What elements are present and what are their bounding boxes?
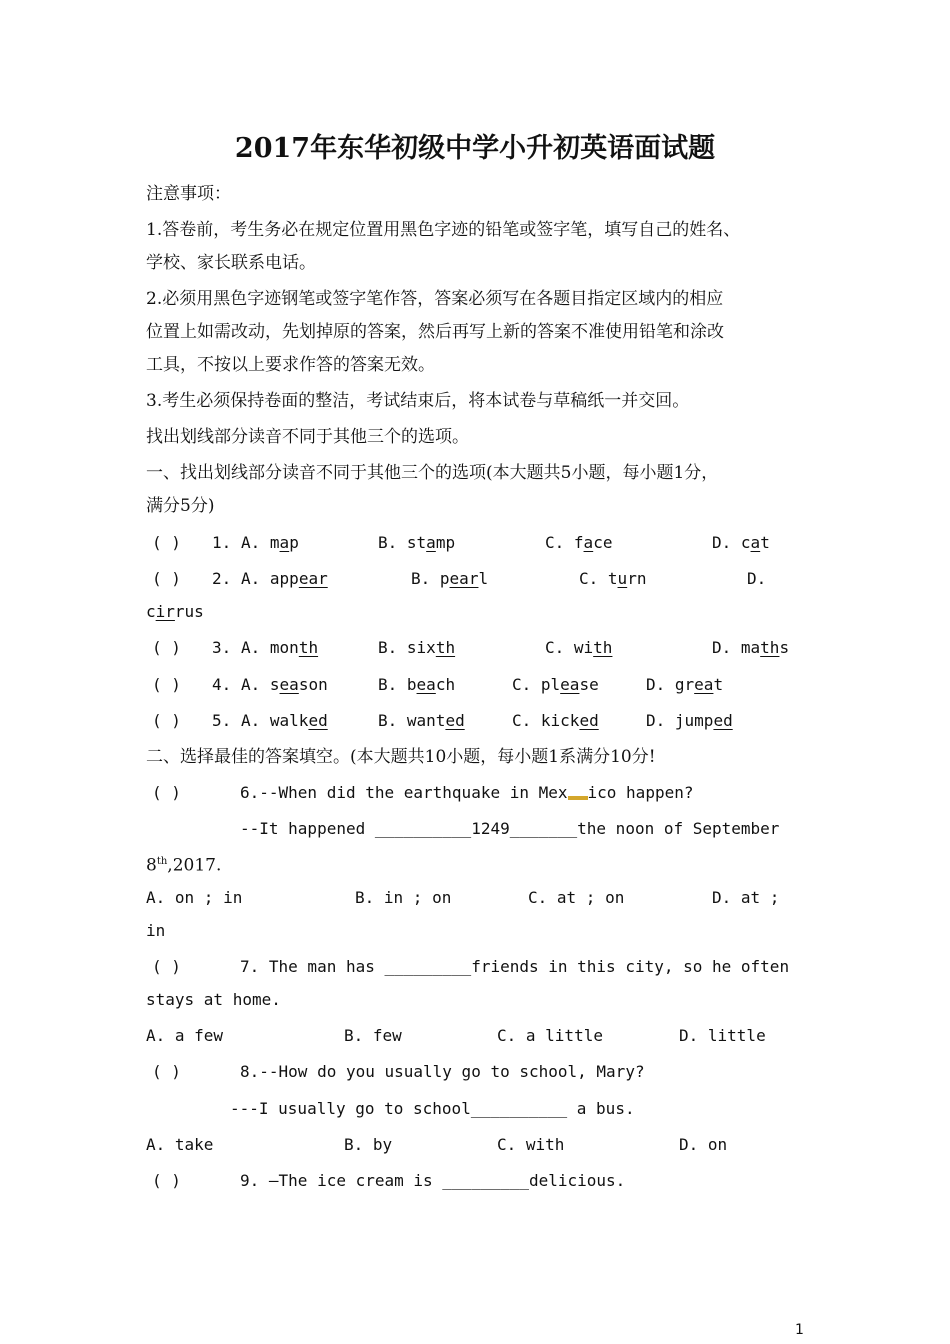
answer-bracket: ( ) — [152, 569, 181, 588]
option-d: D. on — [679, 1135, 728, 1154]
page-title: 2017年东华初级中学小升初英语面试题 — [234, 133, 716, 164]
note-2-line-2: 位置上如需改动，先划掉原的答案，然后再写上新的答案不准使用铅笔和涂改 — [146, 322, 724, 342]
option-d: D. maths — [712, 638, 790, 657]
page-number: 1 — [795, 1322, 804, 1338]
answer-bracket: ( ) — [152, 1062, 181, 1081]
option-a: A. map — [241, 533, 299, 552]
answer-bracket: ( ) — [152, 1171, 181, 1190]
question-stem: 7. The man has _________friends in this city, so he often — [240, 957, 790, 976]
question-number: 3. — [212, 638, 232, 657]
option-d: D. jumped — [646, 711, 733, 730]
note-1-line-2: 学校、家长联系电话。 — [146, 253, 316, 273]
question-stem: 9. –The ice cream is _________delicious. — [240, 1171, 626, 1190]
option-b: B. beach — [378, 675, 456, 694]
option-c: C. at ; on — [528, 888, 625, 907]
option-a: A. a few — [146, 1026, 224, 1045]
answer-bracket: ( ) — [152, 711, 181, 730]
option-a: A. walked — [241, 711, 328, 730]
option-b: B. by — [344, 1135, 393, 1154]
option-b: B. few — [344, 1026, 402, 1045]
option-d: D. little — [679, 1026, 766, 1045]
option-b: B. wanted — [378, 711, 465, 730]
option-d: D. at ; — [712, 888, 780, 907]
question-number: 4. — [212, 675, 232, 694]
question-stem: 6.--When did the earthquake in Mex ico happen? — [240, 783, 694, 802]
answer-bracket: ( ) — [152, 957, 181, 976]
option-c: C. with — [545, 638, 613, 657]
exam-page: 2017年东华初级中学小升初英语面试题 注意事项： 1.答卷前，考生务必在规定位置用黑色字迹的铅笔或签字笔，填写自己的姓名、 学校、家长联系电话。 2.必须用黑色字迹钢笔或签字笔作答，答案必须写在各题目指定区域内的相应 位置上如需改动，先划掉原的答案，然后再写上新的答案不准使用铅笔和涂改 工具，不按以上要求作答的答案无效。 3.考生必须保持卷面的整洁，考试结束后，将本试卷与草稿纸一并交回。 找出划线部分读音不同于其他三个的选项。 一、找出划线部分读音不同于其他三个的选项(本大题共5小题，每小题1分， 满分5分) ( ) 1. A. map B. stamp C. face D. cat ( ) 2. A. appear B. pearl C. turn D. cirrus ( ) 3. A. month B. sixth C. with D. maths ( ) 4. A. season B. beach C. please D. great ( ) 5. A. walked B. wanted C. kicked D. jumped 二、选择最佳的答案填空。(本大题共10小题，每小题1系满分10分! ( ) 6.--When did the earthquake in Mex ico happen? --It happened __________1249_______the noon of September 8th,2017. A. on ; in B. in ; on C. at ; on D. at ; in ( ) 7. The man has _________friends in this city, so he often stays at home. A. a few B. few C. a little D. little ( ) 8.--How do you usually go to school, Mary? ---I usually go to school__________ a bus. A. take B. by C. with D. on ( ) 9. –The ice cream is _________delicious. 1 — [0, 0, 950, 1344]
highlight-mark — [568, 796, 588, 800]
notes-heading: 注意事项： — [146, 184, 231, 204]
option-d-wrapped: cirrus — [146, 602, 204, 621]
answer-bracket: ( ) — [152, 675, 181, 694]
option-c: C. face — [545, 533, 613, 552]
section-1-heading: 一、找出划线部分读音不同于其他三个的选项(本大题共5小题，每小题1分， — [146, 463, 719, 483]
option-d: D. great — [646, 675, 724, 694]
option-a: A. take — [146, 1135, 214, 1154]
instruction: 找出划线部分读音不同于其他三个的选项。 — [146, 427, 469, 447]
option-c: C. please — [512, 675, 599, 694]
option-a: A. month — [241, 638, 319, 657]
answer-bracket: ( ) — [152, 638, 181, 657]
note-3: 3.考生必须保持卷面的整洁，考试结束后，将本试卷与草稿纸一并交回。 — [146, 391, 690, 411]
section-1-heading-cont: 满分5分) — [146, 496, 215, 516]
answer-bracket: ( ) — [152, 533, 181, 552]
question-number: 5. — [212, 711, 232, 730]
option-c: C. a little — [497, 1026, 603, 1045]
option-a: A. appear — [241, 569, 328, 588]
question-7-stem-cont: stays at home. — [146, 990, 281, 1009]
answer-bracket: ( ) — [152, 783, 181, 802]
option-b: B. sixth — [378, 638, 456, 657]
option-d-wrapped: in — [146, 921, 166, 940]
option-d-label: D. — [747, 569, 767, 588]
option-c: C. kicked — [512, 711, 599, 730]
option-b: B. stamp — [378, 533, 456, 552]
note-1-line-1: 1.答卷前，考生务必在规定位置用黑色字迹的铅笔或签字笔，填写自己的姓名、 — [146, 220, 741, 240]
option-b: B. pearl — [411, 569, 489, 588]
question-number: 1. — [212, 533, 232, 552]
question-number: 2. — [212, 569, 232, 588]
section-2-heading: 二、选择最佳的答案填空。(本大题共10小题，每小题1系满分10分! — [146, 747, 656, 767]
option-d: D. cat — [712, 533, 770, 552]
note-2-line-1: 2.必须用黑色字迹钢笔或签字笔作答，答案必须写在各题目指定区域内的相应 — [146, 289, 724, 309]
note-2-line-3: 工具，不按以上要求作答的答案无效。 — [146, 355, 435, 375]
option-a: A. season — [241, 675, 328, 694]
option-c: C. turn — [579, 569, 647, 588]
question-6-answer-cont: 8th,2017. — [146, 855, 222, 876]
option-b: B. in ; on — [355, 888, 452, 907]
option-a: A. on ; in — [146, 888, 243, 907]
option-c: C. with — [497, 1135, 565, 1154]
question-stem: 8.--How do you usually go to school, Mary? — [240, 1062, 645, 1081]
